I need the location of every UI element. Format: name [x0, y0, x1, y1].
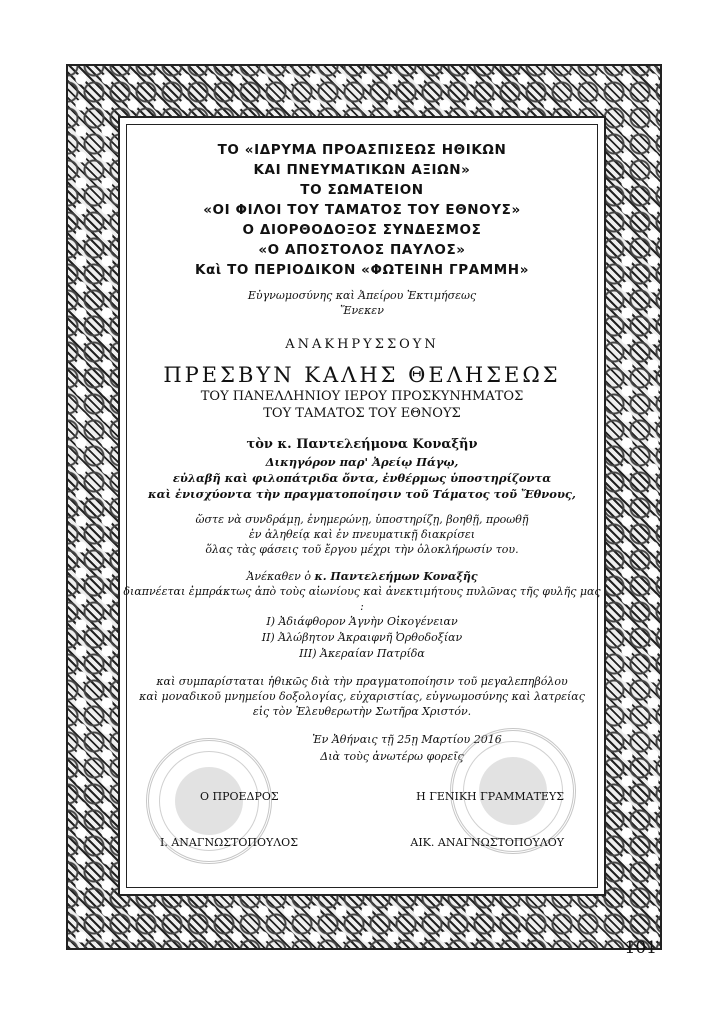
main-title: ΠΡΕΣΒΥΝ ΚΑΛΗΣ ΘΕΛΗΣΕΩΣ	[163, 363, 561, 387]
header-line-3: ΤΟ ΣΩΜΑΤΕΙΟΝ	[300, 182, 424, 198]
mission-prefix: Ἀνέκαθεν ὁ	[246, 570, 311, 583]
header-line-6: «Ο ΑΠΟΣΤΟΛΟΣ ΠΑΥΛΟΣ»	[258, 242, 466, 258]
mission-line-2: διαπνέεται ἐμπράκτως ἀπὸ τοὺς αἰωνίους καὶ ἀνεκτιμήτους πυλῶνας τῆς φυλῆς μας :	[123, 585, 601, 613]
subtitle-line-1: ΤΟΥ ΠΑΝΕΛΛΗΝΙΟΥ ΙΕΡΟΥ ΠΡΟΣΚΥΝΗΜΑΤΟΣ	[200, 389, 524, 404]
support-line-2: ἐν ἀληθείᾳ καὶ ἐν πνευματικῇ διακρίσει	[248, 528, 476, 541]
honoree-desc-2: εὐλαβῆ καὶ φιλοπάτριδα ὄντα, ἐνθέρμως ὑποστηρίζοντα	[172, 471, 552, 485]
page-number: 101	[624, 938, 657, 958]
proclaim-heading: ΑΝΑΚΗΡΥΣΣΟΥΝ	[285, 337, 439, 352]
honoree-desc-1: Δικηγόρον παρ' Ἀρείῳ Πάγῳ,	[265, 455, 459, 469]
header-line-2: ΚΑΙ ΠΝΕΥΜΑΤΙΚΩΝ ΑΞΙΩΝ»	[253, 162, 471, 178]
mission-line-1	[120, 569, 604, 584]
gratitude-line-2: Ἕνεκεν	[340, 304, 384, 317]
president-role: Ο ΠΡΟΕΔΡΟΣ	[200, 790, 279, 803]
closing-line-3: εἰς τὸν Ἐλευθερωτὴν Σωτῆρα Χριστόν.	[252, 705, 472, 718]
header-line-5: Ο ΔΙΟΡΘΟΔΟΞΟΣ ΣΥΝΔΕΣΜΟΣ	[242, 222, 482, 238]
date-line: Ἐν Ἀθήναις τῇ 25ῃ Μαρτίου 2016	[312, 733, 502, 746]
pillar-item-3: III) Ἀκεραίαν Πατρίδα	[299, 647, 425, 660]
pillar-item-1: I) Ἀδιάφθορον Ἁγνὴν Οἰκογένειαν	[266, 615, 458, 628]
closing-line-2: καὶ μοναδικοῦ μνημείου δοξολογίας, εὐχαριστίας, εὐγνωμοσύνης καὶ λατρείας	[139, 690, 585, 703]
support-line-3: ὅλας τὰς φάσεις τοῦ ἔργου μέχρι τὴν ὁλοκλήρωσίν του.	[205, 543, 519, 556]
pillar-item-2: II) Ἀλώβητον Ἀκραιφνῆ Ὀρθοδοξίαν	[261, 631, 463, 644]
gratitude-line-1: Εὐγνωμοσύνης καὶ Ἀπείρου Ἐκτιμήσεως	[247, 289, 477, 302]
header-line-1: ΤΟ «ΙΔΡΥΜΑ ΠΡΟΑΣΠΙΣΕΩΣ ΗΘΙΚΩΝ	[217, 142, 507, 158]
mission-name: κ. Παντελεήμων Κοναξῆς	[314, 570, 478, 583]
honoree-name: τὸν κ. Παντελεήμονα Κοναξῆν	[246, 437, 478, 452]
honoree-desc-3: καὶ ἐνισχύοντα τὴν πραγματοποίησιν τοῦ Τάματος τοῦ Ἔθνους,	[148, 487, 576, 501]
closing-line-1: καὶ συμπαρίσταται ἠθικῶς διὰ τὴν πραγματοποίησιν τοῦ μεγαλεπηβόλου	[156, 675, 568, 688]
bodies-line: Διὰ τοὺς ἀνωτέρω φορεῖς	[320, 750, 464, 763]
header-line-7: Καὶ ΤΟ ΠΕΡΙΟΔΙΚΟΝ «ΦΩΤΕΙΝΗ ΓΡΑΜΜΗ»	[194, 262, 530, 278]
secretary-name: ΑΙΚ. ΑΝΑΓΝΩΣΤΟΠΟΥΛΟΥ	[410, 836, 564, 849]
certificate-panel	[118, 116, 606, 896]
certificate-text	[120, 140, 604, 765]
president-name: Ι. ΑΝΑΓΝΩΣΤΟΠΟΥΛΟΣ	[160, 836, 298, 849]
secretary-role: Η ΓΕΝΙΚΗ ΓΡΑΜΜΑΤΕΥΣ	[416, 790, 564, 803]
support-line-1: ὥστε νὰ συνδράμῃ, ἐνημερώνῃ, ὑποστηρίζῃ, βοηθῇ, προωθῇ	[195, 513, 529, 526]
header-line-4: «ΟΙ ΦΙΛΟΙ ΤΟΥ ΤΑΜΑΤΟΣ ΤΟΥ ΕΘΝΟΥΣ»	[203, 202, 521, 218]
subtitle-line-2: ΤΟΥ ΤΑΜΑΤΟΣ ΤΟΥ ΕΘΝΟΥΣ	[263, 406, 461, 421]
